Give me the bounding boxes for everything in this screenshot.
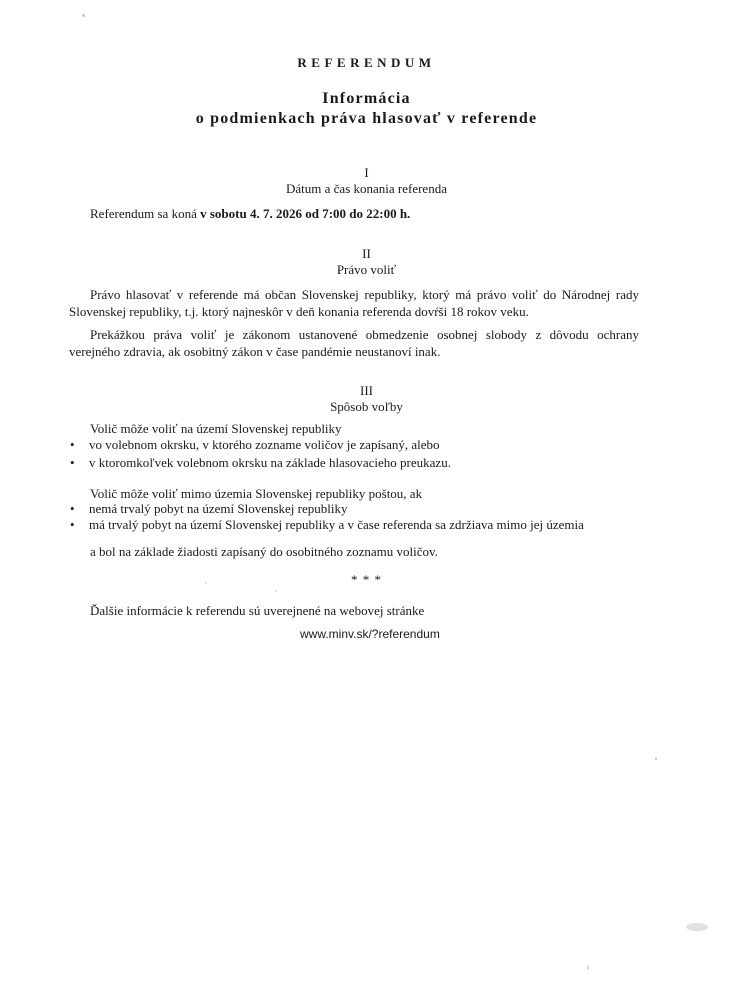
section1-text — [90, 205, 410, 222]
section3-continuation: a bol na základe žiadosti zapísaný do osobitného zoznamu voličov. — [90, 544, 438, 559]
section2-p2-line1: Prekážkou práva voliť je zákonom ustanovené obmedzenie osobnej slobody z dôvodu ochrany — [90, 327, 639, 342]
bullet-icon: • — [70, 517, 75, 532]
separator: * * * — [351, 572, 382, 587]
document-subtitle-line1: Informácia — [322, 90, 411, 107]
section2-p2-line2: verejného zdravia, ak osobitný zákon v čase pandémie neustanoví inak. — [69, 344, 441, 359]
scan-speck — [205, 582, 207, 584]
bullet-icon: • — [70, 437, 75, 452]
section2-p1-line2: Slovenskej republiky, t.j. ktorý najneskôr v deň konania referenda dovŕši 18 rokov veku. — [69, 304, 529, 319]
section2-numeral: II — [362, 246, 371, 261]
scan-speck — [655, 757, 657, 760]
section1-title: Dátum a čas konania referenda — [286, 181, 447, 196]
scan-speck — [82, 14, 85, 17]
scan-speck — [587, 965, 589, 970]
section1-text-prefix: Referendum sa koná — [90, 206, 201, 221]
footer-text: Ďalšie informácie k referendu sú uverejnené na webovej stránke — [90, 603, 425, 618]
document-subtitle-line2: o podmienkach práva hlasovať v referende — [195, 110, 538, 127]
bullet-icon: • — [70, 455, 75, 470]
section1-date-time: v sobotu 4. 7. 2026 od 7:00 do 22:00 h. — [200, 206, 411, 221]
bullet-icon: • — [70, 501, 75, 516]
section2-title: Právo voliť — [336, 262, 397, 277]
section3-title: Spôsob voľby — [330, 399, 403, 414]
list-item: vo volebnom okrsku, v ktorého zozname voličov je zapísaný, alebo — [89, 437, 440, 452]
scan-smudge — [686, 923, 708, 931]
section2-p1-line1: Právo hlasovať v referende má občan Slovenskej republiky, ktorý má právo voliť do Národnej rady — [90, 287, 639, 302]
section3-intro1: Volič môže voliť na území Slovenskej republiky — [90, 421, 342, 436]
section1-numeral: I — [364, 165, 369, 180]
section3-intro2: Volič môže voliť mimo územia Slovenskej republiky poštou, ak — [90, 486, 423, 501]
list-item: nemá trvalý pobyt na území Slovenskej republiky — [89, 501, 348, 516]
scan-speck — [275, 590, 277, 592]
list-item: má trvalý pobyt na území Slovenskej republiky a v čase referenda sa zdržiava mimo jej územia — [89, 517, 584, 532]
list-item: v ktoromkoľvek volebnom okrsku na základe hlasovacieho preukazu. — [89, 455, 451, 470]
website-link[interactable]: www.minv.sk/?referendum — [300, 627, 440, 641]
section3-numeral: III — [360, 383, 373, 398]
document-title: REFERENDUM — [297, 55, 436, 70]
